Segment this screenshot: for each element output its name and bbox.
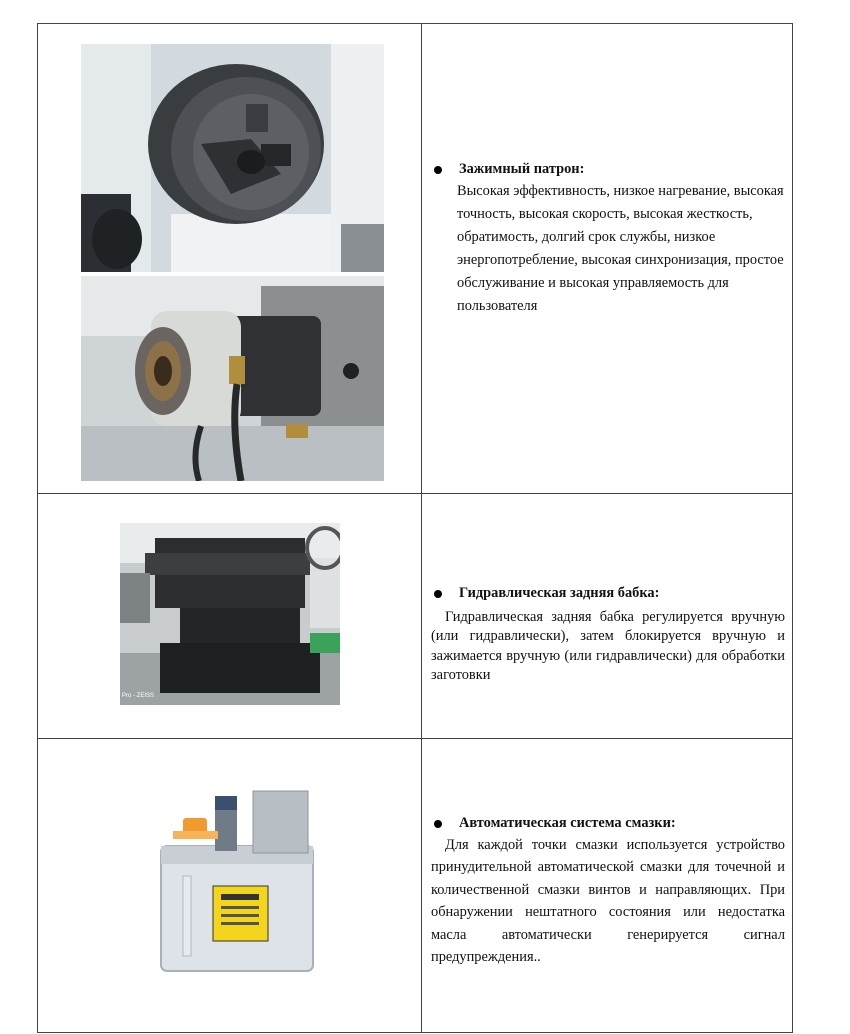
photo-watermark: Pro - ZEISS (122, 693, 155, 699)
lubrication-title: Автоматическая система смазки: (431, 814, 785, 834)
hydraulic-cylinder-photo (81, 276, 384, 481)
lubrication-pump-photo (143, 776, 323, 976)
chuck-photo (81, 44, 384, 272)
chuck-title: Зажимный патрон: (431, 160, 785, 180)
tailstock-title: Гидравлическая задняя бабка: (431, 584, 785, 604)
table-row (38, 24, 792, 494)
bullet-icon (434, 820, 442, 828)
lubrication-description (431, 814, 785, 969)
chuck-body: Высокая эффективность, низкое нагревание, высокая точность, высокая скорость, высокая жесткость, обратимость, долгий срок службы, низкое энергопотребление, высокая синхронизация, простое обслуживание и высокая управляемость для пользователя (457, 182, 784, 314)
table-row (38, 494, 792, 739)
bullet-icon (434, 166, 442, 174)
lubrication-body: Для каждой точки смазки используется устройство принудительной автоматической смазки для точечной и количественной смазки винтов и направляющих. При обнаружении нештатного состояния или недостатка масла автоматически генерируется сигнал предупреждения.. (431, 836, 785, 965)
spec-table (37, 23, 793, 1033)
tailstock-photo (120, 523, 340, 705)
chuck-description (431, 160, 785, 318)
tailstock-description (431, 584, 785, 686)
tailstock-body: Гидравлическая задняя бабка регулируется вручную (или гидравлически), затем блокируется вручную и зажимается вручную (или гидравлически) для обработки заготовки (431, 608, 785, 683)
table-row (38, 739, 792, 1034)
bullet-icon (434, 590, 442, 598)
